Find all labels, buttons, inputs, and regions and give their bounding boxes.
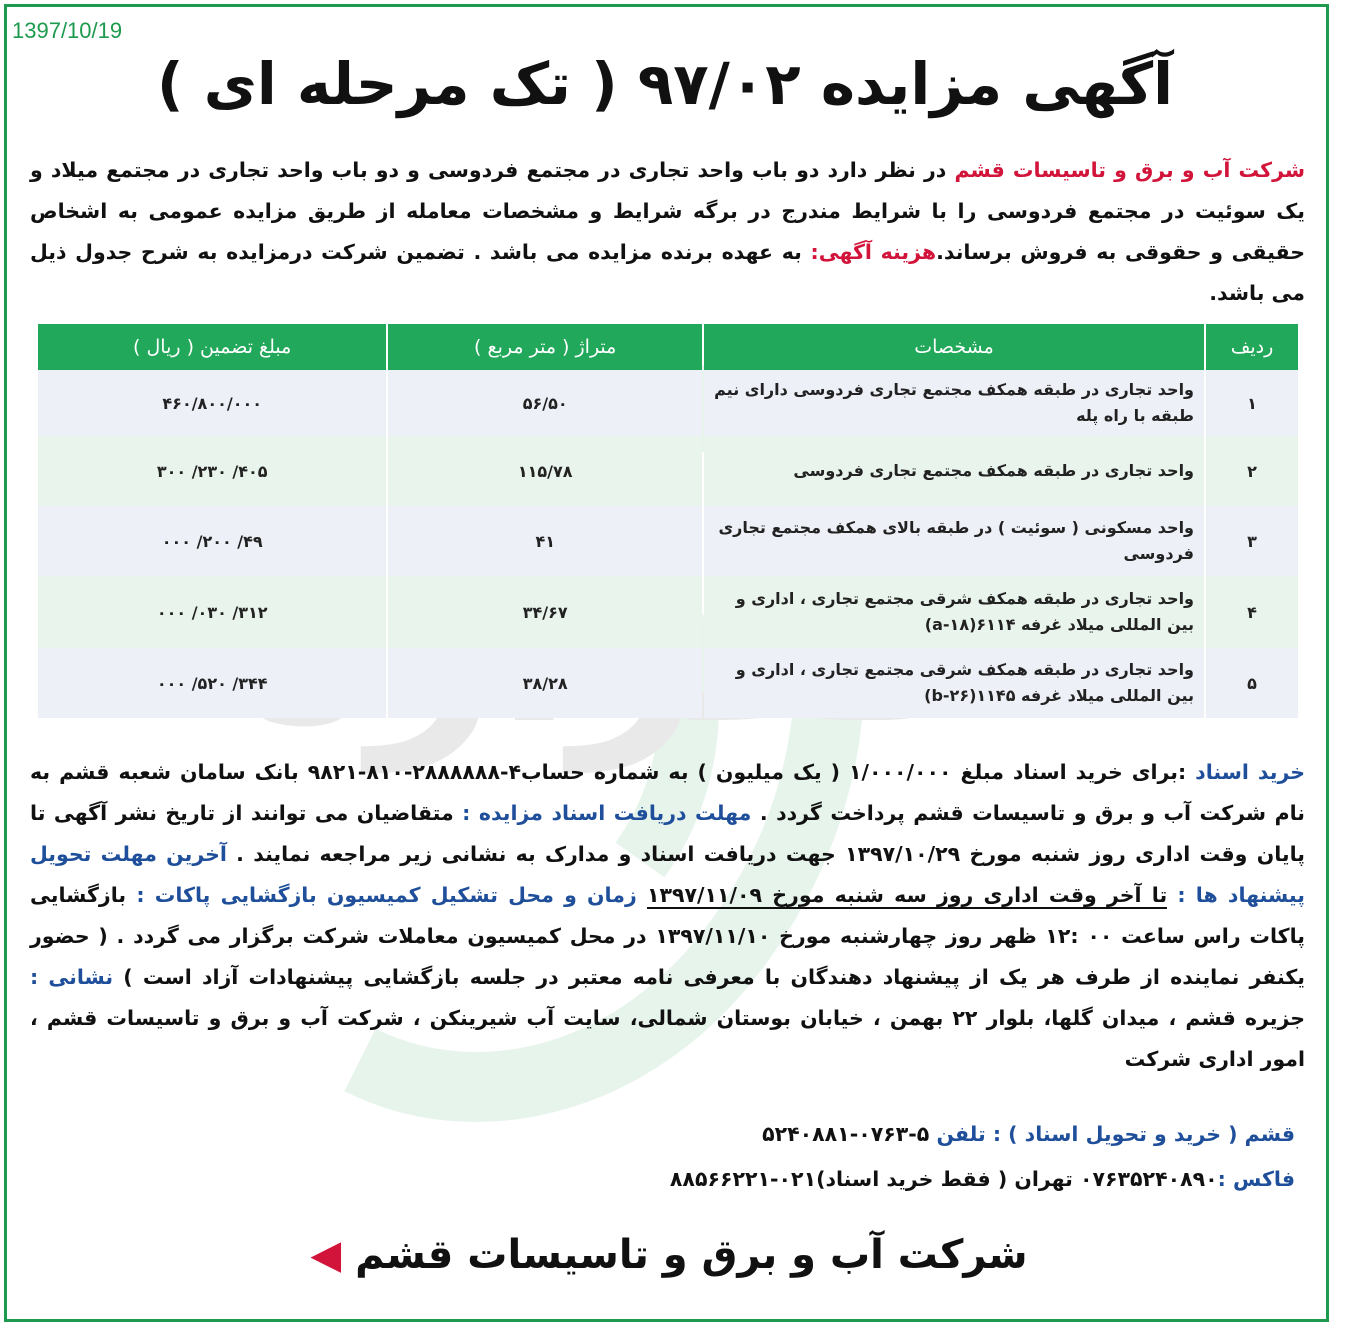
arrow-icon: ◀: [310, 1232, 342, 1278]
header-row-number: ردیف: [1206, 324, 1298, 370]
row-description: واحد مسکونی ( سوئیت ) در طبقه بالای همکف مجتمع تجاری فردوسی: [704, 506, 1204, 576]
intro-text-1: در نظر دارد دو باب واحد تجاری در مجتمع فردوسی و دو باب واحد تجاری در مجتمع میلاد و یک سوئیت در مجتمع فردوسی را با شرایط مندرج در برگه شرایط و مشخصات معامله از طریق مزایده عمومی به اشخاص حقیقی و حقوقی به فروش برساند.: [30, 158, 1305, 264]
deadline-label: مهلت دریافت اسناد مزایده :: [462, 801, 752, 825]
publish-date: 1397/10/19: [12, 18, 123, 43]
row-area: ۳۴/۶۷: [388, 576, 702, 648]
fax-line: [30, 1159, 1295, 1200]
row-number: ۳: [1206, 506, 1298, 576]
fax-label: فاکس :: [1217, 1167, 1295, 1191]
details-paragraph: [30, 752, 1305, 1080]
row-number: ۱: [1206, 370, 1298, 436]
row-number: ۵: [1206, 648, 1298, 718]
auction-table: [36, 324, 1300, 718]
table-row: [38, 436, 1298, 506]
footer-company: [0, 1232, 1330, 1278]
row-area: ۳۸/۲۸: [388, 648, 702, 718]
table-row: [38, 648, 1298, 718]
address-label: نشانی :: [30, 965, 114, 989]
row-amount: ۳۴۴/ ۵۲۰/ ۰۰۰: [38, 648, 386, 718]
row-number: ۲: [1206, 436, 1298, 506]
header-description: مشخصات: [704, 324, 1204, 370]
intro-paragraph: [30, 150, 1305, 314]
row-amount: ۴۰۵/ ۲۳۰/ ۳۰۰: [38, 436, 386, 506]
row-number: ۴: [1206, 576, 1298, 648]
row-area: ۱۱۵/۷۸: [388, 436, 702, 506]
row-description: واحد تجاری در طبقه همکف شرقی مجتمع تجاری ، اداری و بین المللی میلاد غرفه ۶۱۱۴(۱۸-a): [704, 576, 1204, 648]
phone-label: قشم ( خرید و تحویل اسناد ) : تلفن: [936, 1122, 1295, 1146]
buy-text: :برای خرید اسناد مبلغ ۱/۰۰۰/۰۰۰ ( یک میلیون ) به شماره حساب۴-۲۸۸۸۸۸۸-۸۱۰-۹۸۲۱ بانک سامان شعبه قشم به نام شرکت آب و برق و تاسیسات قشم پرداخت گردد .: [30, 760, 1305, 825]
row-area: ۵۶/۵۰: [388, 370, 702, 436]
row-description: واحد تجاری در طبقه همکف مجتمع تجاری فردوسی: [704, 436, 1204, 506]
phone-number: ۵-۰۷۶۳-۵۲۴۰۸۸۱: [762, 1122, 937, 1146]
buy-label: خرید اسناد: [1195, 760, 1305, 784]
row-description: واحد تجاری در طبقه همکف مجتمع تجاری فردوسی دارای نیم طبقه با راه پله: [704, 370, 1204, 436]
row-amount: ۴۶۰/۸۰۰/۰۰۰: [38, 370, 386, 436]
company-name: شرکت آب و برق و تاسیسات قشم: [954, 158, 1306, 182]
row-amount: ۳۱۲/ ۰۳۰/ ۰۰۰: [38, 576, 386, 648]
phone-line: [30, 1114, 1295, 1155]
table-row: [38, 506, 1298, 576]
session-text: بازگشایی پاکات راس ساعت ۰۰ :۱۲ ظهر روز چهارشنبه مورخ ۱۳۹۷/۱۱/۱۰ در محل کمیسیون معاملات شرکت برگزار می گردد . ( حضور یکنفر نماینده از طرف هر یک از پیشنهاد دهندگان با معرفی نامه معتبر در جلسه بازگشایی پیشنهادات آزاد است ): [30, 883, 1305, 989]
address-text: جزیره قشم ، میدان گلها، بلوار ۲۲ بهمن ، خیابان بوستان شمالی، سایت آب شیرینکن ، شرکت آب و برق و تاسیسات قشم ، امور اداری شرکت: [30, 1006, 1305, 1071]
footer-text: شرکت آب و برق و تاسیسات قشم: [355, 1232, 1028, 1278]
table-row: [38, 576, 1298, 648]
page-title: آگهی مزایده ۹۷/۰۲ ( تک مرحله ای ): [157, 50, 1173, 118]
intro-text-2: به عهده برنده مزایده می باشد . تضمین شرکت درمزایده به شرح جدول ذیل می باشد.: [30, 240, 1305, 305]
row-amount: ۴۹/ ۲۰۰/ ۰۰۰: [38, 506, 386, 576]
last-deadline-label: آخرین مهلت تحویل پیشنهاد ها :: [30, 842, 1305, 907]
session-label: زمان و محل تشکیل کمیسیون بازگشایی پاکات :: [136, 883, 637, 907]
table-row: [38, 370, 1298, 436]
deadline-text: متقاضیان می توانند از تاریخ نشر آگهی تا پایان وقت اداری روز شنبه مورخ ۱۳۹۷/۱۰/۲۹ جهت دریافت اسناد و مدارک به نشانی زیر مراجعه نمایند .: [30, 801, 1305, 866]
header-area: متراژ ( متر مربع ): [388, 324, 702, 370]
fax-number: ۰۷۶۳۵۲۴۰۸۹۰ تهران ( فقط خرید اسناد)۰۲۱-۸۸۵۶۶۲۲۱: [669, 1167, 1218, 1191]
last-deadline-value: تا آخر وقت اداری روز سه شنبه مورخ ۱۳۹۷/۱۱/۰۹: [646, 883, 1168, 907]
row-description: واحد تجاری در طبقه همکف شرقی مجتمع تجاری ، اداری و بین المللی میلاد غرفه ۱۱۴۵(۲۶-b): [704, 648, 1204, 718]
header-guarantee: مبلغ تضمین ( ریال ): [38, 324, 386, 370]
cost-label: هزینه آگهی:: [810, 240, 937, 264]
row-area: ۴۱: [388, 506, 702, 576]
